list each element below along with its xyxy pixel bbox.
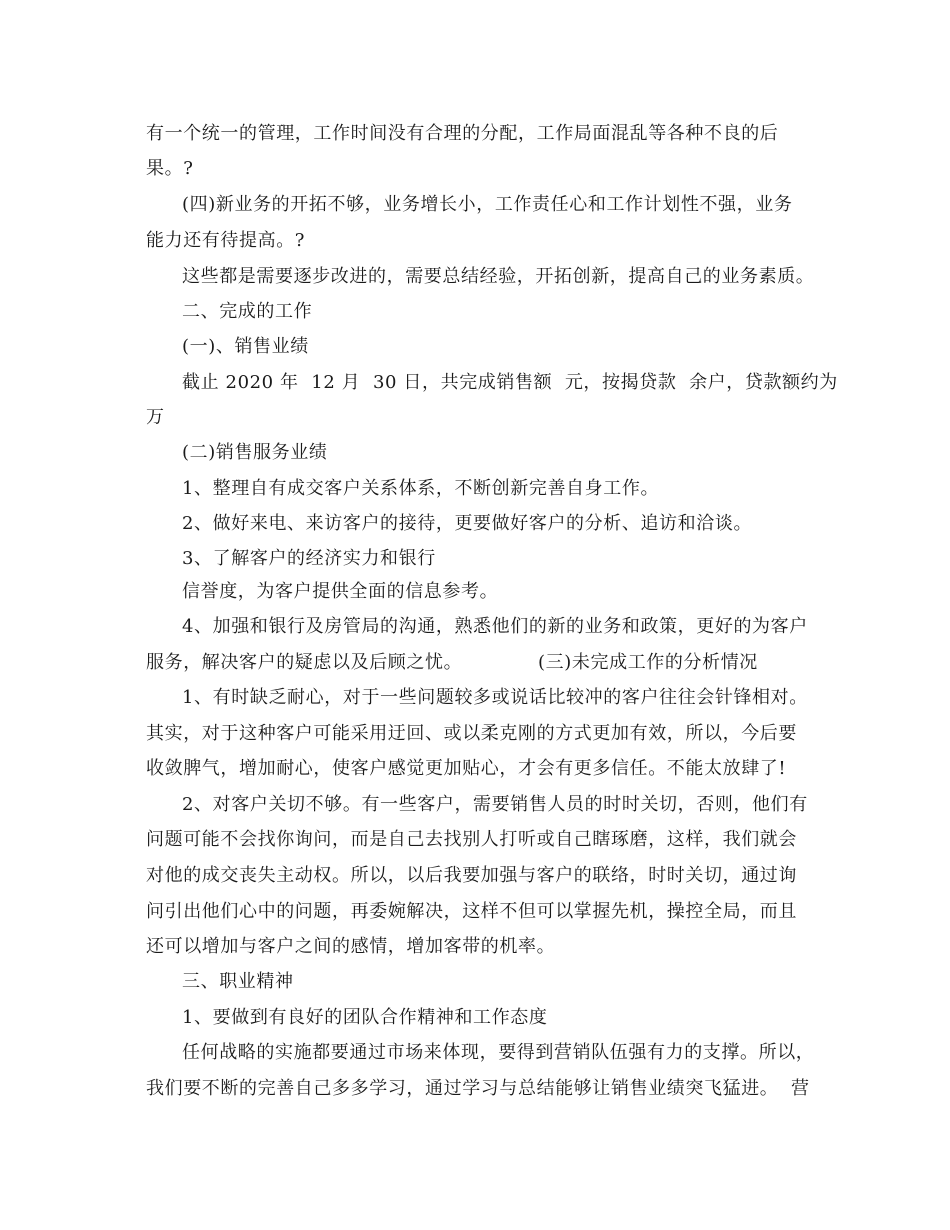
paragraph-line: 果。? xyxy=(146,158,194,179)
paragraph-line: 服务，解决客户的疑虑以及后顾之忧。 (三)未完成工作的分析情况 xyxy=(146,652,758,673)
paragraph-line: 这些都是需要逐步改进的，需要总结经验，开拓创新，提高自己的业务素质。 xyxy=(182,266,815,287)
section-heading: 二、完成的工作 xyxy=(182,301,313,322)
list-item: 1、整理自有成交客户关系体系，不断创新完善自身工作。 xyxy=(182,478,660,499)
paragraph-line: 截止 2020 年 12 月 30 日，共完成销售额 元，按揭贷款 余户，贷款额约为 xyxy=(182,372,838,393)
paragraph-line: 任何战略的实施都要通过市场来体现，要得到营销队伍强有力的支撑。所以， xyxy=(182,1042,815,1063)
paragraph-line: 能力还有待提高。? xyxy=(146,230,306,251)
subsection-heading: (二)销售服务业绩 xyxy=(182,442,328,463)
paragraph-line: 问引出他们心中的问题，再委婉解决，这样不但可以掌握先机，操控全局，而且 xyxy=(146,901,797,922)
list-item: 2、做好来电、来访客户的接待，更要做好客户的分析、追访和洽谈。 xyxy=(182,513,753,534)
paragraph-line: 信誉度，为客户提供全面的信息参考。 xyxy=(182,581,499,602)
list-item: 3、了解客户的经济实力和银行 xyxy=(182,548,436,569)
paragraph-line: (四)新业务的开拓不够，业务增长小，工作责任心和工作计划性不强，业务 xyxy=(182,194,793,215)
paragraph-line: 其实，对于这种客户可能采用迂回、或以柔克刚的方式更加有效，所以，今后要 xyxy=(146,723,797,744)
paragraph-line: 有一个统一的管理，工作时间没有合理的分配，工作局面混乱等各种不良的后 xyxy=(146,123,779,144)
list-item: 1、有时缺乏耐心，对于一些问题较多或说话比较冲的客户往往会针锋相对。 xyxy=(182,687,808,708)
subsection-heading: (一)、销售业绩 xyxy=(182,336,309,357)
list-item: 4、加强和银行及房管局的沟通，熟悉他们的新的业务和政策，更好的为客户 xyxy=(182,616,808,637)
paragraph-line: 对他的成交丧失主动权。所以，以后我要加强与客户的联络，时时关切，通过询 xyxy=(146,865,797,886)
paragraph-line: 还可以增加与客户之间的感情，增加客带的机率。 xyxy=(146,936,556,957)
section-heading: 三、职业精神 xyxy=(182,971,294,992)
paragraph-line: 万 xyxy=(146,407,165,428)
list-item: 2、对客户关切不够。有一些客户，需要销售人员的时时关切，否则，他们有 xyxy=(182,794,808,815)
paragraph-line: 收敛脾气，增加耐心，使客户感觉更加贴心，才会有更多信任。不能太放肆了! xyxy=(146,758,787,779)
paragraph-line: 我们要不断的完善自己多多学习，通过学习与总结能够让销售业绩突飞猛进。 营 xyxy=(146,1078,810,1099)
list-item: 1、要做到有良好的团队合作精神和工作态度 xyxy=(182,1007,548,1028)
paragraph-line: 问题可能不会找你询问，而是自己去找别人打听或自己瞎琢磨，这样，我们就会 xyxy=(146,829,797,850)
